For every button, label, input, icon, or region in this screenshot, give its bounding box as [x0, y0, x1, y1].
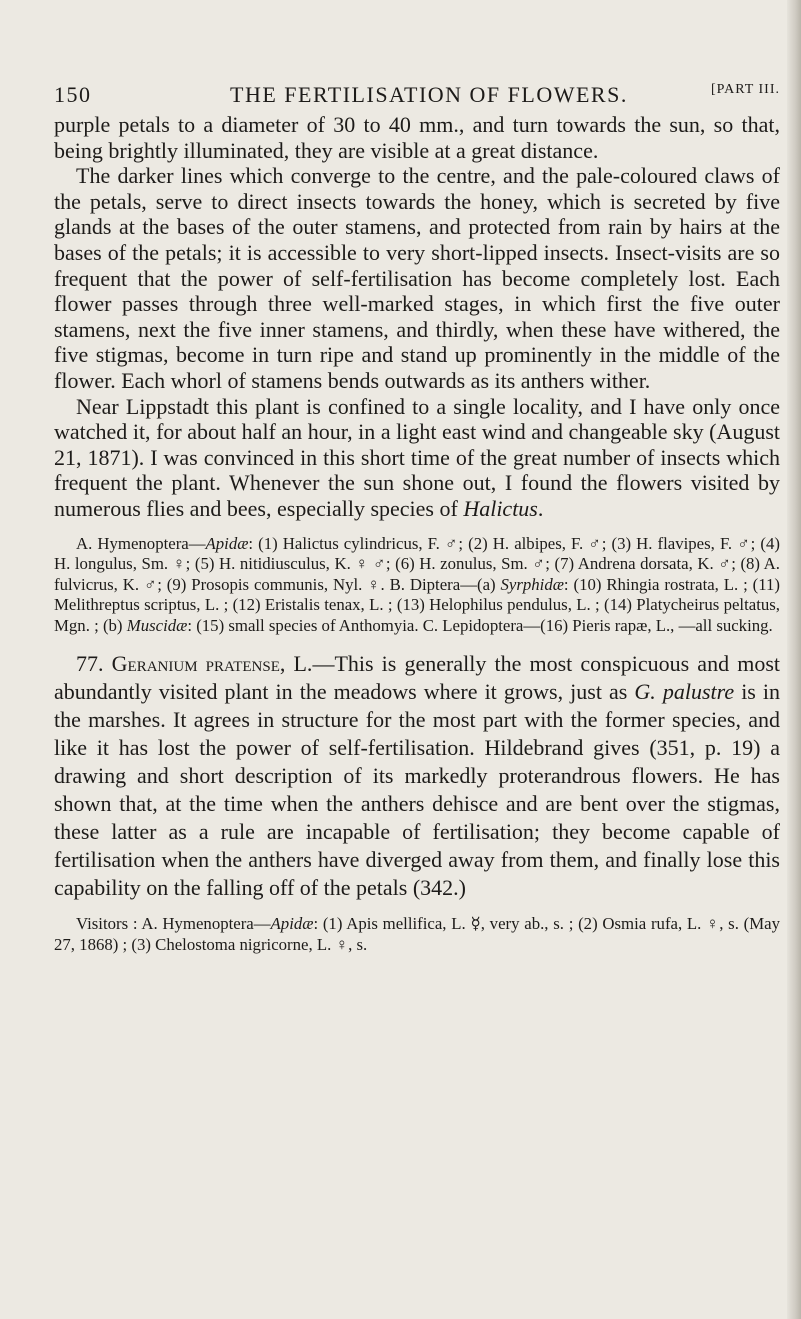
species-genus: Geranium [111, 651, 198, 677]
visitors-list-2 [54, 914, 780, 955]
section-number: 77. [76, 651, 104, 677]
species-author: , L. [279, 651, 313, 677]
paragraph-lippstadt [54, 394, 780, 522]
visitors-1-part: : (1) Halictus cylindricus, F. ♂; (2) H. albipes, F. ♂; (3) H. flavipes, F. ♂; (4) H. longulus, Sm. ♀; (5) H. nitidiusculus, K. ♀ ♂; (6) H. zonulus, Sm. ♂; (7) Andrena dorsata, K. ♂; (8) A. fulvicrus, K. ♂; (9) Prosopis communis, Nyl. ♀. B. Diptera—(a) [54, 533, 780, 594]
species-g-palustre: G. palustre [634, 679, 735, 705]
visitors-1-part: : (15) small species of Anthomyia. C. Lepidoptera—(16) Pieris rapæ, L., —all sucking. [187, 615, 773, 635]
page-number: 150 [54, 82, 92, 107]
page-body [54, 112, 780, 956]
paragraph-continued: purple petals to a diameter of 30 to 40 mm., and turn towards the sun, so that, being brightly illuminated, they are visible at a great distance. [54, 112, 780, 163]
section-text: —This is generally the most conspicuous and most abundantly visited plant in the meadows where it grows, just as [54, 651, 780, 705]
section-text: is in the marshes. It agrees in structure for the most part with the former species, and like it has lost the power of self-fertilisation. Hildebrand gives (351, p. 19) a drawing and short description of its markedly proterandrous flowers. He has shown that, at the time when the anthers dehisce and are bent over the stigmas, these latter as a rule are incapable of fertilisation; they become capable of fertilisation when the anthers have diverged away from them, and finally lose this capability on the falling off of the petals (342.) [54, 679, 781, 901]
paragraph-lippstadt-text: Near Lippstadt this plant is confined to a single locality, and I have only once watched it, for about half an hour, in a light east wind and changeable sky (August 21, 1871). I was convinced in this short time of the great number of insects which frequent the plant. Whenever the sun shone out, I found the flowers visited by numerous flies and bees, especially species of [54, 393, 780, 521]
running-header [54, 82, 780, 112]
family-muscidae: Muscidæ [126, 615, 188, 635]
family-apidae: Apidæ [270, 914, 314, 934]
paragraph-end-period: . [537, 495, 544, 521]
page-edge-shadow [787, 0, 801, 1319]
family-apidae: Apidæ [205, 533, 249, 553]
visitors-1-part: : (10) Rhingia rostrata, L. ; (11) Melithreptus scriptus, L. ; (12) Eristalis tenax, L. ; (13) Helophilus pendulus, L. ; (14) Platycheirus peltatus, Mgn. ; (b) [54, 574, 780, 635]
visitors-1-part: A. Hymenoptera— [76, 533, 206, 553]
section-77 [54, 650, 780, 902]
visitors-2-part: : (1) Apis mellifica, L. ☿, very ab., s. ; (2) Osmia rufa, L. ♀, s. (May 27, 1868) ; (3) Chelostoma nigricorne, L. ♀, s. [54, 914, 781, 955]
visitors-list-1 [54, 534, 780, 637]
running-title: THE FERTILISATION OF FLOWERS. [230, 82, 628, 107]
part-label: [PART III. [710, 82, 780, 97]
paragraph-insect-guidance: The darker lines which converge to the centre, and the pale-coloured claws of the petals, serve to direct insects towards the honey, which is secreted by five glands at the bases of the outer stamens, and protected from rain by hairs at the bases of the petals; it is accessible to very short-lipped insects. Insect-visits are so frequent that the power of self-fertilisation has become completely lost. Each flower passes through three well-marked stages, in which first the five outer stamens, next the five inner stamens, and thirdly, when these have withered, the five stigmas, become in turn ripe and stand up prominently in the middle of the flower. Each whorl of stamens bends outwards as its anthers wither. [54, 163, 780, 393]
visitors-2-part: Visitors : A. Hymenoptera— [76, 914, 271, 934]
family-syrphidae: Syrphidæ [500, 574, 564, 594]
genus-halictus: Halictus [463, 495, 538, 521]
species-epithet: pratense [205, 651, 280, 677]
